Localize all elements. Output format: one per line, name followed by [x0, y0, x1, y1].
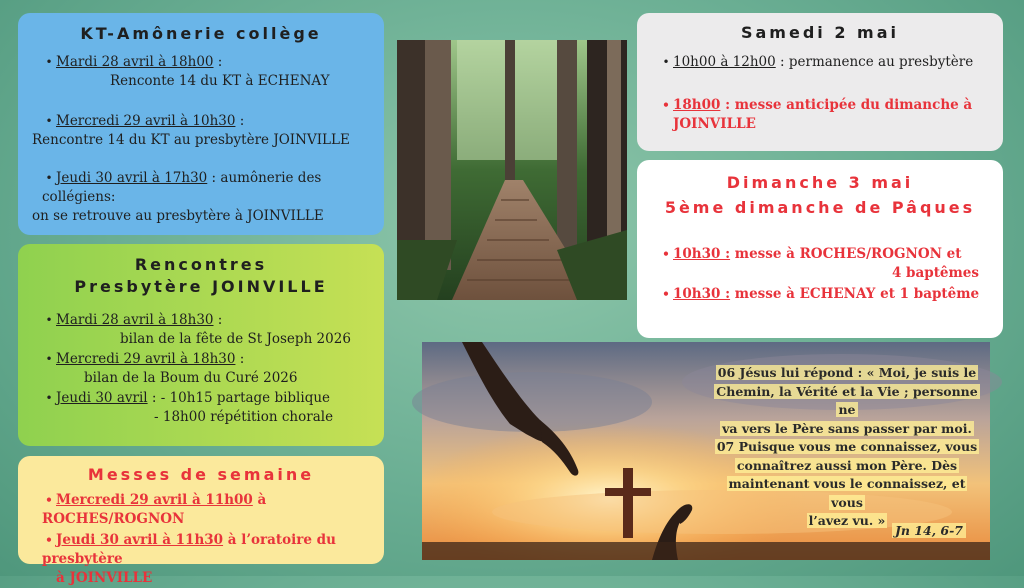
samedi-item-2-time: 18h00 — [673, 97, 721, 113]
forest-boardwalk-photo — [397, 40, 627, 300]
kt-item-2-date: Mercredi 29 avril à 10h30 — [56, 113, 236, 129]
dimanche-title-line1: Dimanche 3 mai — [726, 173, 914, 192]
rencontres-item-1-sep: : — [213, 312, 223, 328]
rencontres-item-3-sep: : - 10h15 partage biblique — [147, 390, 331, 406]
kt-item-2-sep: : — [235, 113, 245, 129]
bullet-icon: • — [45, 171, 53, 185]
quote-line-3: va vers le Père sans passer par moi. — [722, 420, 972, 436]
rencontres-title-line1: Rencontres — [134, 255, 268, 274]
dimanche-item-1-text: messe à ROCHES/ROGNON et — [730, 246, 962, 262]
rencontres-item-3-text: - 18h00 répétition chorale — [154, 409, 334, 425]
samedi-item-1 — [651, 53, 989, 72]
scripture-quote — [712, 364, 982, 531]
samedi-item-2-text2: JOINVILLE — [673, 116, 756, 132]
quote-line-7: l’avez vu. » — [808, 513, 886, 528]
bullet-icon: • — [45, 313, 53, 327]
dimanche-item-2-time: 10h30 : — [673, 286, 731, 302]
forest-image — [397, 40, 627, 300]
quote-line-5: connaîtrez aussi mon Père. Dès — [736, 457, 958, 473]
quote-line-6: maintenant vous le connaissez, et vous — [728, 476, 966, 510]
kt-item-1-sep: : — [213, 54, 223, 70]
kt-item-3-sep: : aumônerie des collégiens: — [42, 170, 322, 205]
dimanche-item-1-text2: 4 baptêmes — [891, 265, 979, 281]
quote-line-1: 06 Jésus lui répond : « Moi, je suis le — [717, 365, 977, 380]
bullet-icon: • — [662, 98, 670, 112]
messes-item-1-date: Mercredi 29 avril à 11h00 — [56, 492, 253, 508]
kt-item-3 — [32, 169, 370, 226]
messes-title: Messes de semaine — [87, 465, 315, 484]
bullet-icon: • — [45, 352, 53, 366]
dimanche-item-2-text: messe à ECHENAY et 1 baptême — [730, 286, 980, 302]
samedi-item-2 — [651, 96, 989, 134]
samedi-title: Samedi 2 mai — [740, 23, 899, 42]
rencontres-item-1 — [32, 311, 370, 349]
rencontres-item-2-text: bilan de la Boum du Curé 2026 — [84, 370, 298, 386]
rencontres-item-3-date: Jeudi 30 avril — [56, 390, 148, 406]
bullet-icon: • — [662, 247, 670, 261]
messes-item-1 — [32, 491, 370, 529]
quote-line-4: 07 Puisque vous me connaissez, vous — [716, 439, 978, 454]
messes-item-2 — [32, 531, 370, 588]
dimanche-card — [637, 160, 1003, 338]
bullet-icon: • — [45, 114, 53, 128]
rencontres-item-3 — [32, 389, 370, 427]
samedi-item-1-time: 10h00 à 12h00 — [673, 54, 776, 70]
quote-line-2: Chemin, la Vérité et la Vie ; personne ne — [716, 383, 978, 417]
rencontres-item-2-sep: : — [235, 351, 245, 367]
messes-item-2-date: Jeudi 30 avril à 11h30 — [56, 532, 224, 548]
messes-item-2-text: à l’oratoire du presbytère — [42, 532, 336, 567]
bullet-icon: • — [45, 533, 53, 547]
rencontres-item-1-date: Mardi 28 avril à 18h30 — [56, 312, 214, 328]
bullet-icon: • — [45, 55, 53, 69]
kt-item-1-date: Mardi 28 avril à 18h00 — [56, 54, 214, 70]
kt-item-1 — [32, 53, 370, 91]
rencontres-item-1-text: bilan de la fête de St Joseph 2026 — [120, 331, 351, 347]
messes-item-1-text: à ROCHES/ROGNON — [42, 492, 267, 527]
samedi-item-1-text: : permanence au presbytère — [775, 54, 974, 70]
kt-title: KT-Amônerie collège — [80, 24, 322, 43]
bullet-icon: • — [662, 287, 670, 301]
samedi-item-2-text: : messe anticipée du dimanche à — [720, 97, 973, 113]
dimanche-title-line2: 5ème dimanche de Pâques — [664, 198, 976, 217]
messes-semaine-card — [18, 456, 384, 586]
kt-item-1-text: Renconte 14 du KT à ECHENAY — [110, 73, 330, 89]
bullet-icon: • — [662, 55, 670, 69]
rencontres-item-2-date: Mercredi 29 avril à 18h30 — [56, 351, 236, 367]
bullet-icon: • — [45, 391, 53, 405]
rencontres-item-2 — [32, 350, 370, 388]
kt-aumonerie-card — [18, 13, 384, 235]
messes-item-2-text2: à JOINVILLE — [56, 570, 153, 586]
rencontres-title-line2: Presbytère JOINVILLE — [74, 277, 328, 296]
kt-item-3-date: Jeudi 30 avril à 17h30 — [56, 170, 208, 186]
dimanche-item-1-time: 10h30 : — [673, 246, 731, 262]
dimanche-item-2 — [651, 285, 989, 304]
rencontres-card — [18, 244, 384, 446]
sunset-cross-photo — [422, 342, 990, 560]
kt-item-2 — [32, 112, 370, 150]
dimanche-item-1 — [651, 245, 989, 283]
samedi-card — [637, 13, 1003, 151]
kt-item-3-text: on se retrouve au presbytère à JOINVILLE — [32, 208, 324, 224]
scripture-reference: Jn 14, 6-7 — [892, 523, 966, 538]
bullet-icon: • — [45, 493, 53, 507]
kt-item-2-text: Rencontre 14 du KT au presbytère JOINVILLE — [32, 132, 350, 148]
